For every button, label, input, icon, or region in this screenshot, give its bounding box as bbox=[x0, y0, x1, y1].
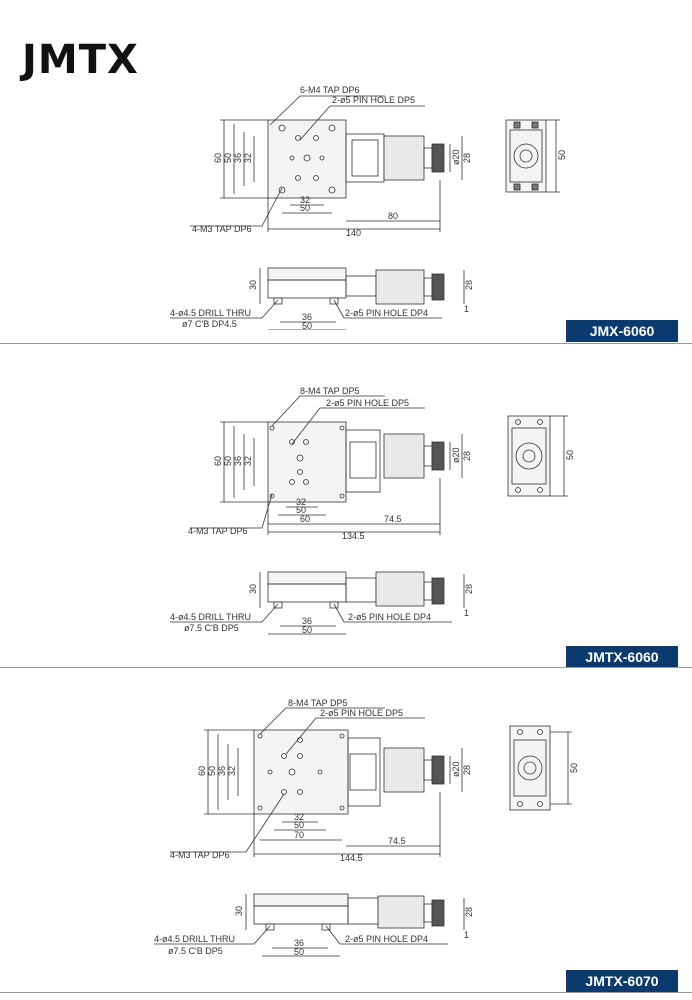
callout-tap: 6-M4 TAP DP6 bbox=[300, 85, 360, 95]
dim-side-right: 28 bbox=[464, 583, 474, 594]
dim-end-view: 50 bbox=[557, 149, 567, 160]
dim-left-3: 36 bbox=[233, 152, 243, 163]
dim-side-small: 1 bbox=[464, 930, 470, 940]
dim-end-view: 50 bbox=[569, 762, 579, 773]
dim-side-right: 28 bbox=[464, 279, 474, 290]
side-dim-50: 50 bbox=[302, 625, 313, 635]
dim-bottom-3: 60 bbox=[300, 514, 311, 524]
dim-left-2: 50 bbox=[223, 455, 233, 466]
dim-knob-dia: ø20 bbox=[451, 149, 461, 165]
dim-right: 74.5 bbox=[384, 514, 402, 524]
dim-bottom-2: 50 bbox=[300, 203, 311, 213]
dim-overall: 144.5 bbox=[340, 853, 363, 863]
dim-left-2: 50 bbox=[223, 152, 233, 163]
callout-m3-tap: 4-M3 TAP DP6 bbox=[188, 526, 248, 536]
dim-side-height: 30 bbox=[234, 905, 244, 916]
drill-line-1: 4-ø4.5 DRILL THRU bbox=[170, 308, 252, 318]
dim-left-2: 50 bbox=[207, 765, 217, 776]
drill-line-1: 4-ø4.5 DRILL THRU bbox=[170, 612, 252, 622]
dim-bottom-1: 32 bbox=[300, 195, 311, 205]
dim-knob-28: 28 bbox=[462, 152, 472, 163]
dim-knob-dia: ø20 bbox=[451, 447, 461, 463]
dim-bottom-2: 50 bbox=[294, 820, 305, 830]
callout-pin-hole: 2-ø5 PIN HOLE DP5 bbox=[320, 708, 404, 718]
dim-side-height: 30 bbox=[248, 279, 258, 290]
dim-left-3: 36 bbox=[217, 765, 227, 776]
side-dim-50: 50 bbox=[302, 321, 313, 330]
callout-m3-tap: 4-M3 TAP DP6 bbox=[192, 224, 252, 234]
dim-bottom-2: 50 bbox=[296, 505, 307, 515]
dim-right: 74.5 bbox=[388, 836, 406, 846]
drill-line-2: ø7.5 C'B DP5 bbox=[168, 946, 223, 956]
drill-line-1: 4-ø4.5 DRILL THRU bbox=[154, 934, 236, 944]
dim-left-4: 32 bbox=[243, 455, 253, 466]
dim-side-small: 1 bbox=[464, 608, 470, 618]
dim-side-right: 28 bbox=[464, 906, 474, 917]
dim-overall: 134.5 bbox=[342, 531, 365, 541]
dim-left-1: 60 bbox=[213, 152, 223, 163]
technical-drawing bbox=[0, 330, 692, 660]
model-label: JMX-6060 bbox=[566, 320, 678, 342]
callout-tap: 8-M4 TAP DP5 bbox=[300, 386, 360, 396]
technical-drawing bbox=[0, 668, 692, 998]
callout-pin-hole: 2-ø5 PIN HOLE DP5 bbox=[326, 398, 410, 408]
model-label: JMTX-6070 bbox=[566, 970, 678, 992]
dim-left-1: 60 bbox=[197, 765, 207, 776]
brand-logo: JMTX bbox=[22, 37, 139, 83]
dim-left-4: 32 bbox=[243, 152, 253, 163]
dim-knob-dia: ø20 bbox=[451, 761, 461, 777]
dim-left-4: 32 bbox=[227, 765, 237, 776]
side-dim-50: 50 bbox=[294, 947, 305, 957]
section-divider bbox=[0, 992, 692, 993]
callout-pin-hole: 2-ø5 PIN HOLE DP5 bbox=[332, 95, 416, 105]
section-jmx-6060 bbox=[0, 0, 692, 330]
drill-line-2: ø7 C'B DP4.5 bbox=[182, 319, 237, 329]
dim-side-height: 30 bbox=[248, 583, 258, 594]
section-jmtx-6070 bbox=[0, 668, 692, 998]
drill-line-2: ø7.5 C'B DP5 bbox=[184, 623, 239, 633]
dim-left-1: 60 bbox=[213, 455, 223, 466]
dim-knob-28: 28 bbox=[462, 764, 472, 775]
callout-tap: 8-M4 TAP DP5 bbox=[288, 698, 348, 708]
side-dim-36: 36 bbox=[302, 616, 313, 626]
callout-m3-tap: 4-M3 TAP DP6 bbox=[170, 850, 230, 860]
dim-knob-28: 28 bbox=[462, 450, 472, 461]
dim-left-3: 36 bbox=[233, 455, 243, 466]
dim-side-small: 1 bbox=[464, 304, 470, 314]
model-label: JMTX-6060 bbox=[566, 646, 678, 668]
side-pin-hole: 2-ø5 PIN HOLE DP4 bbox=[345, 934, 429, 944]
side-pin-hole: 2-ø5 PIN HOLE DP4 bbox=[348, 612, 432, 622]
dim-end-view: 50 bbox=[565, 449, 575, 460]
dim-bottom-1: 32 bbox=[294, 812, 305, 822]
side-dim-36: 36 bbox=[302, 312, 313, 322]
dim-bottom-3: 70 bbox=[294, 830, 305, 840]
dim-right: 80 bbox=[388, 211, 399, 221]
dim-bottom-1: 32 bbox=[296, 497, 307, 507]
side-dim-36: 36 bbox=[294, 938, 305, 948]
side-pin-hole: 2-ø5 PIN HOLE DP4 bbox=[345, 308, 429, 318]
technical-drawing bbox=[0, 0, 692, 330]
dim-overall: 140 bbox=[346, 228, 362, 238]
section-jmtx-6060 bbox=[0, 330, 692, 660]
